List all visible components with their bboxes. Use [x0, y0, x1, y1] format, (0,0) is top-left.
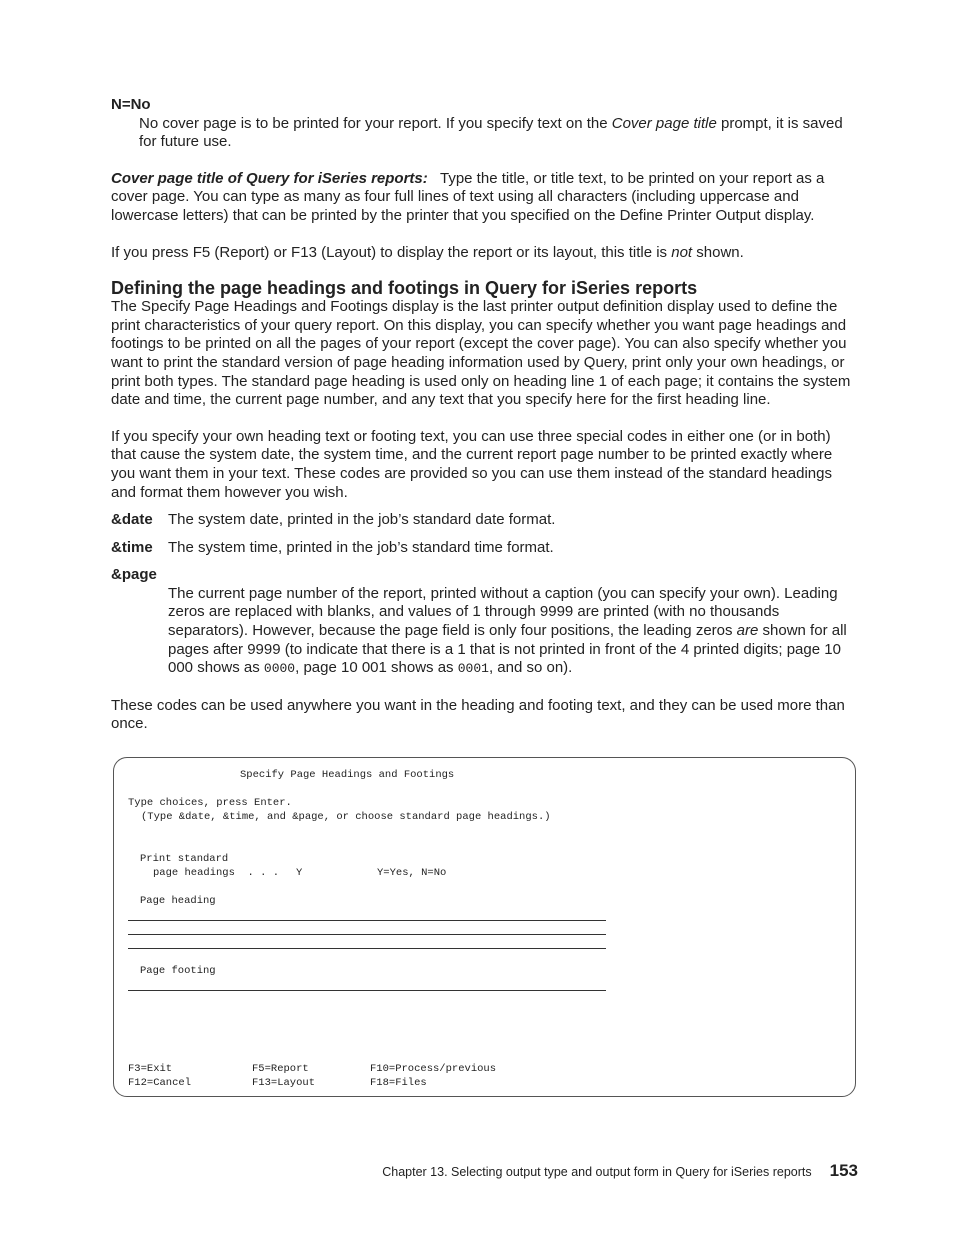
- print-standard-options: Y=Yes, N=No: [377, 867, 447, 879]
- page-heading-field-2[interactable]: [128, 934, 606, 935]
- nno-desc-part: prompt, it is saved for future use.: [139, 114, 843, 151]
- print-standard-label: Print standard: [140, 853, 229, 865]
- cover-title-label: Cover page title of Query for iSeries reports:: [111, 169, 428, 187]
- code-page-desc-part: shown for all pages after 9999 (to indicate that there is a 1 that is not printed in front of the 4 printed digits; page 10 000 shows as: [168, 622, 847, 677]
- f3-exit-key[interactable]: F3=Exit: [128, 1063, 173, 1075]
- code-page-mono: 0001: [457, 661, 489, 677]
- nno-desc-italic: Cover page title: [611, 114, 717, 132]
- code-time-row: [111, 539, 858, 558]
- nno-term: N=No: [111, 96, 151, 113]
- screen-instruction-codes: (Type &date, &time, and &page, or choose standard page headings.): [141, 811, 551, 823]
- section-heading: Defining the page headings and footings in Query for iSeries reports: [111, 278, 698, 299]
- section-paragraph-1: The Specify Page Headings and Footings display is the last printer output definition display used to define the print characteristics of your query report. On this display, you can specify whether you want page headings and footings to be printed on all the pages of your report (except the cover page). You can also specify whether you want to print the standard version of page heading information used by Query, print only your own headings, or print both types. The standard page heading is used only on heading line 1 of each page; it contains the system date and time, the current page number, and any text that you specify here for the first heading line.: [111, 298, 851, 409]
- section-paragraph-2: If you specify your own heading text or footing text, you can use three special codes in either one (or in both) that cause the system date, the system time, and the current report page number to be printed exactly where you want them in your text. These codes are provided so you can use them instead of the standard headings and format them however you wish.: [111, 427, 833, 501]
- page-heading-field-3[interactable]: [128, 948, 606, 949]
- code-page-desc-italic: are: [736, 622, 759, 640]
- nno-description: [111, 115, 858, 152]
- code-time-term: &time: [111, 538, 153, 556]
- f5-report-key[interactable]: F5=Report: [252, 1063, 309, 1075]
- chapter-title: Chapter 13. Selecting output type and output form in Query for iSeries reports: [382, 1165, 812, 1179]
- cover-title-text: Type the title, or title text, to be printed on your report as a cover page. You can type as many as four full lines of text using all characters (including uppercase and lowercase letters) that can be printed by the printer that you specified on the Define Printer Output display.: [111, 169, 825, 224]
- code-page-desc-part: The current page number of the report, printed without a caption (you can specify your own). Leading zeros are replaced with blanks, and values of 1 through 9999 are printed (with no thousands separators). However, because the page field is only four positions, the leading zeros: [168, 584, 838, 640]
- code-page-mono: 0000: [263, 661, 296, 677]
- code-date-row: [111, 511, 858, 530]
- page-footing-label: Page footing: [140, 965, 216, 977]
- f10-process-key[interactable]: F10=Process/previous: [370, 1063, 497, 1075]
- f5-note-part: If you press F5 (Report) or F13 (Layout) to display the report or its layout, this title is: [111, 243, 672, 261]
- page-number: 153: [829, 1161, 858, 1180]
- screen-instruction: Type choices, press Enter.: [128, 797, 292, 809]
- code-time-desc: The system time, printed in the job’s standard time format.: [168, 538, 554, 556]
- screen-title: Specify Page Headings and Footings: [240, 769, 455, 781]
- nno-desc-part: No cover page is to be printed for your report. If you specify text on the: [139, 114, 612, 132]
- code-page-term: &page: [111, 566, 157, 584]
- f5-note: [111, 244, 858, 263]
- page-body: [111, 96, 858, 734]
- page-heading-field-1[interactable]: [128, 920, 606, 921]
- cover-title-paragraph: [111, 170, 858, 226]
- print-standard-field[interactable]: Y: [296, 867, 303, 879]
- code-page-desc-part: , and so on).: [488, 659, 573, 677]
- code-page-desc: [111, 585, 858, 679]
- code-page-desc-part: , page 10 001 shows as: [295, 659, 458, 677]
- f12-cancel-key[interactable]: F12=Cancel: [128, 1077, 192, 1089]
- page-headings-label: page headings . . .: [153, 867, 280, 879]
- page-footer: [382, 1161, 858, 1181]
- f5-note-part: shown.: [692, 243, 744, 261]
- terminal-screen: [113, 757, 856, 1097]
- page-heading-label: Page heading: [140, 895, 216, 907]
- code-date-term: &date: [111, 511, 153, 529]
- page-footing-field[interactable]: [128, 990, 606, 991]
- f5-note-italic: not: [671, 243, 693, 261]
- f13-layout-key[interactable]: F13=Layout: [252, 1077, 316, 1089]
- f18-files-key[interactable]: F18=Files: [370, 1077, 427, 1089]
- closing-paragraph: These codes can be used anywhere you want in the heading and footing text, and they can be used more than once.: [111, 696, 845, 733]
- code-date-desc: The system date, printed in the job’s standard date format.: [168, 511, 556, 529]
